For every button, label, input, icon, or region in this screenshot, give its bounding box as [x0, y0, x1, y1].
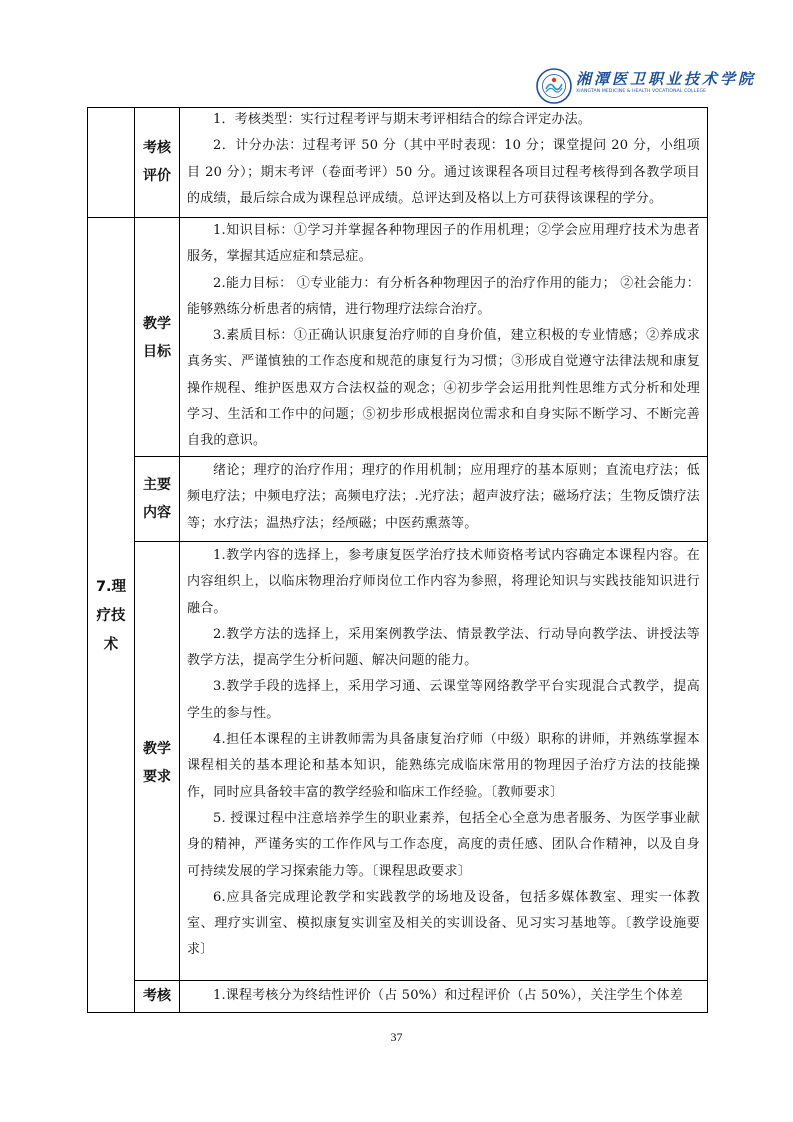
- course-table: [87, 107, 708, 1012]
- col-rule: [179, 107, 180, 1013]
- college-seal-icon: [536, 68, 572, 104]
- assess-next-text: [187, 983, 700, 1012]
- assess-next-label-line: 考核: [143, 988, 171, 1004]
- goals-text: [187, 218, 700, 455]
- paragraph: 1.教学内容的选择上，参考康复医学治疗技术师资格考试内容确定本课程内容。在内容组织上，以临床物理治疗师岗位工作内容为参照，将理论知识与实践技能知识进行融合。: [187, 548, 700, 616]
- course-name-line: 7.理: [95, 579, 127, 595]
- assess-next-label: [135, 982, 179, 1010]
- goals-label-line: 目标: [143, 344, 171, 360]
- col-rule: [87, 107, 88, 1013]
- requirements-label: [135, 735, 179, 791]
- college-logo: [536, 68, 757, 106]
- paragraph: 5. 授课过程中注意培养学生的职业素养，包括全心全意为患者服务、为医学事业献身的精神，严谨务实的工作作风与工作态度，高度的责任感、团队合作精神，以及自身可持续发展的学习探索能力等。〔课程思政要求〕: [187, 810, 700, 879]
- row-rule: [134, 980, 708, 981]
- assess-text: [187, 107, 700, 212]
- course-name: [88, 573, 134, 660]
- paragraph: 2.能力目标： ①专业能力：有分析各种物理因子的治疗作用的能力； ②社会能力：能够熟练分析患者的病情，进行物理疗法综合治疗。: [187, 275, 700, 317]
- paragraph: 绪论；理疗的治疗作用；理疗的作用机制；应用理疗的基本原则；直流电疗法；低频电疗法；中频电疗法；高频电疗法；.光疗法；超声波疗法；磁场疗法；生物反馈疗法等；水疗法；温热疗法；经颅磁；中医药熏蒸等。: [187, 463, 700, 531]
- content-label-line: 主要: [143, 477, 171, 493]
- paragraph: 1．考核类型：实行过程考评与期末考评相结合的综合评定办法。: [213, 112, 592, 127]
- college-name-en: XIANGTAN MEDICINE & HEALTH VOCATIONAL COLLEGE: [576, 89, 707, 94]
- assess-label-line: 评价: [143, 168, 171, 184]
- paragraph: 3.素质目标：①正确认识康复治疗师的自身价值，建立积极的专业情感；②养成求真务实、严谨慎独的工作态度和规范的康复行为习惯；③形成自觉遵守法律法规和康复操作规程、维护医患双方合法权益的观念；④初步学会运用批判性思维方式分析和处理学习、生活和工作中的问题；⑤初步形成根据岗位需求和自身实际不断学习、不断完善自我的意识。: [187, 328, 700, 449]
- col-rule: [707, 107, 708, 1013]
- assess-label-line: 考核: [143, 140, 171, 156]
- content-label-line: 内容: [143, 505, 171, 521]
- paragraph: 1.课程考核分为终结性评价（占 50%）和过程评价（占 50%），关注学生个体差: [213, 988, 683, 1003]
- paragraph: 4.担任本课程的主讲教师需为具备康复治疗师（中级）职称的讲师，并熟练掌握本课程相关的基本理论和基本知识，能熟练完成临床常用的物理因子治疗方法的技能操作，同时应具备较丰富的教学经验和临床工作经验。〔教师要求〕: [187, 732, 700, 800]
- col-rule: [134, 107, 135, 1013]
- requirements-label-line: 要求: [143, 769, 171, 785]
- paragraph: 6.应具备完成理论教学和实践教学的场地及设备，包括多媒体教室、理实一体教室、理疗实训室、模拟康复实训室及相关的实训设备、见习实习基地等。〔教学设施要求〕: [187, 889, 700, 958]
- paragraph: 2．计分办法：过程考评 50 分（其中平时表现：10 分；课堂提问 20 分，小组项目 20 分）；期末考评（卷面考评）50 分。通过该课程各项目过程考核得到各教学项目的成绩，最后综合成为课程总评成绩。总评达到及格以上方可获得该课程的学分。: [187, 138, 700, 206]
- assess-label: [135, 134, 179, 190]
- content-text: [187, 458, 700, 537]
- goals-label: [135, 310, 179, 366]
- content-label: [135, 471, 179, 527]
- row-rule: [134, 456, 708, 457]
- requirements-text: [187, 543, 700, 964]
- course-name-line: 疗技: [96, 608, 126, 624]
- goals-label-line: 教学: [143, 316, 171, 332]
- row-rule: [134, 541, 708, 542]
- college-name-cn: 湘潭医卫职业技术学院: [576, 70, 757, 88]
- page-number: 37: [390, 1030, 403, 1044]
- course-name-line: 术: [103, 637, 119, 653]
- paragraph: 3.教学手段的选择上，采用学习通、云课堂等网络教学平台实现混合式教学，提高学生的参与性。: [187, 679, 700, 721]
- paragraph: 2.教学方法的选择上，采用案例教学法、情景教学法、行动导向教学法、讲授法等教学方法，提高学生分析问题、解决问题的能力。: [187, 626, 700, 669]
- table-bottom-rule: [87, 1012, 708, 1013]
- paragraph: 1.知识目标：①学习并掌握各种物理因子的作用机理；②学会应用理疗技术为患者服务，掌握其适应症和禁忌症。: [187, 223, 700, 265]
- requirements-label-line: 教学: [143, 741, 171, 757]
